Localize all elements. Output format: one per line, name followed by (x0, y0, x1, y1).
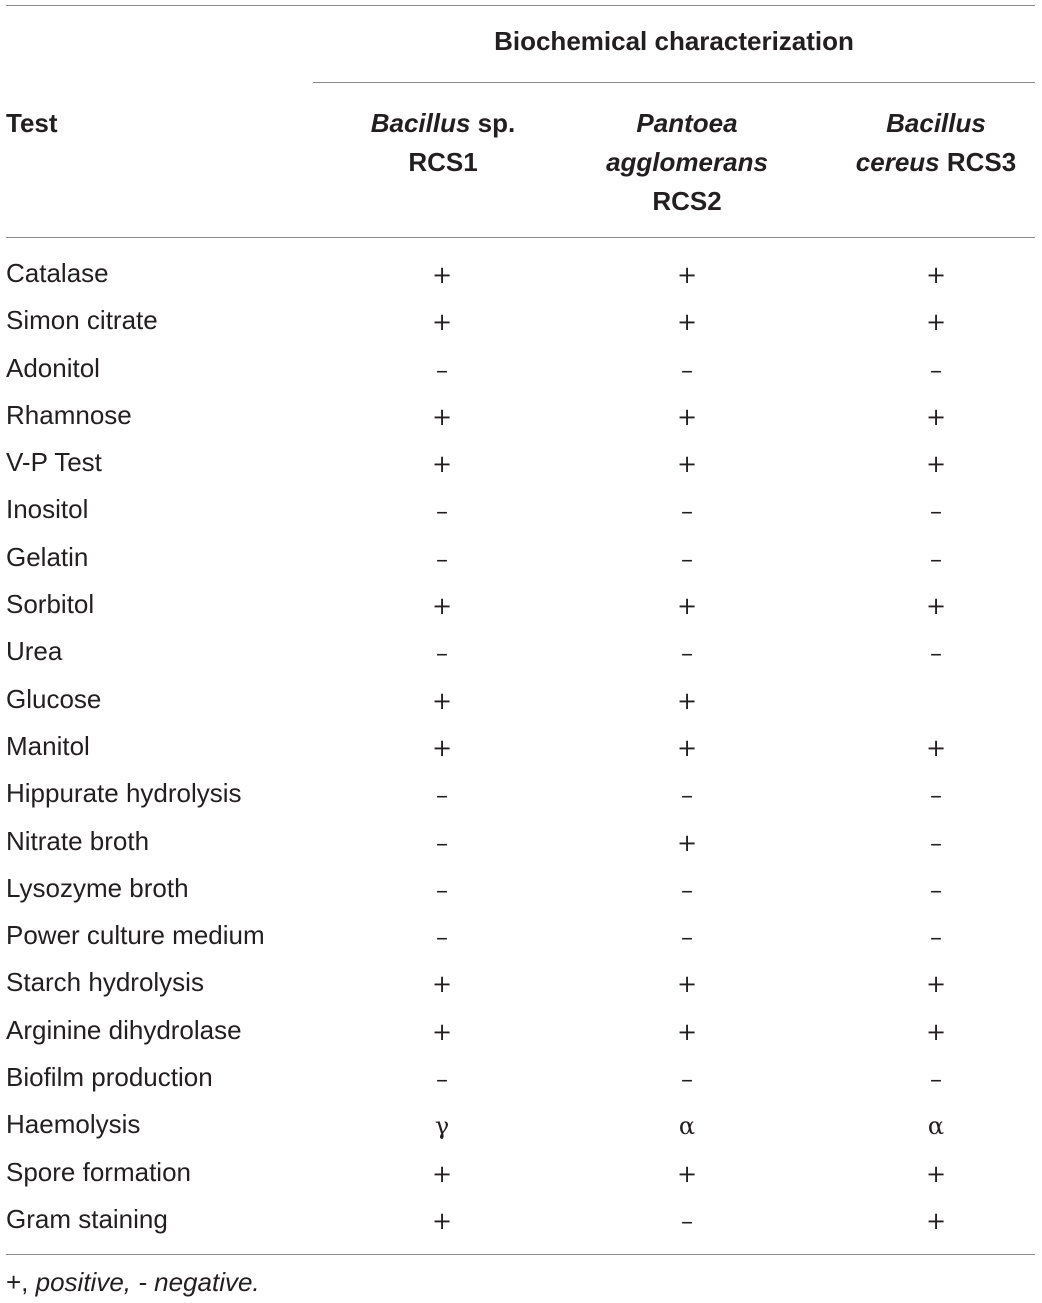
result-cell-rcs3: + (925, 1206, 947, 1235)
column-header-species: sp. (470, 108, 516, 138)
result-cell-rcs3: + (925, 402, 947, 431)
result-cell-rcs1: – (436, 544, 448, 573)
result-cell-rcs2: + (676, 261, 698, 289)
test-name-cell: Gelatin (6, 541, 89, 572)
test-name-cell: Gram staining (6, 1203, 168, 1234)
column-header-strain: RCS1 (408, 147, 478, 177)
test-name-cell: Lysozyme broth (6, 872, 189, 903)
table-row (0, 725, 1042, 772)
table-row (0, 961, 1042, 1008)
result-cell-rcs2: + (676, 733, 698, 762)
result-cell-rcs2: + (676, 686, 698, 715)
result-cell-rcs1: – (436, 875, 448, 904)
result-cell-rcs3: + (925, 1017, 947, 1046)
result-cell-rcs2: + (676, 828, 698, 857)
table-row (0, 820, 1042, 867)
test-name-cell: Arginine dihydrolase (6, 1014, 242, 1045)
test-name-cell: Nitrate broth (6, 825, 150, 856)
test-name-cell: Rhamnose (6, 399, 132, 430)
test-name-cell: Simon citrate (6, 305, 158, 336)
result-cell-rcs1: + (431, 733, 453, 762)
column-header-strain: RCS2 (652, 186, 722, 216)
table-row (0, 914, 1042, 961)
result-cell-rcs3: – (930, 639, 942, 668)
column-header-genus: Pantoea (636, 108, 738, 138)
result-cell-rcs1: γ (434, 1112, 450, 1141)
test-name-cell: Haemolysis (6, 1109, 141, 1140)
table-row (0, 583, 1042, 630)
result-cell-rcs1: – (436, 828, 448, 857)
result-cell-rcs1: + (431, 1206, 453, 1235)
result-cell-rcs2: – (681, 781, 693, 810)
table-row (0, 678, 1042, 725)
column-header-bacillus-rcs1 (338, 104, 548, 182)
column-header-pantoea-rcs2 (570, 104, 804, 221)
test-name-cell: Biofilm production (6, 1062, 213, 1093)
result-cell-rcs1: + (431, 1017, 453, 1046)
result-cell-rcs2: – (681, 875, 693, 904)
result-cell-rcs3: – (930, 544, 942, 573)
column-header-strain: RCS3 (939, 147, 1017, 177)
table-row (0, 1103, 1042, 1150)
result-cell-rcs3: + (925, 261, 947, 289)
result-cell-rcs2: – (681, 923, 693, 952)
table-row (0, 1151, 1042, 1198)
result-cell-rcs3: – (930, 355, 942, 384)
result-cell-rcs2: – (681, 639, 693, 668)
result-cell-rcs2: + (676, 1159, 698, 1188)
result-cell-rcs2: – (681, 1206, 693, 1235)
test-name-cell: Manitol (6, 730, 90, 761)
test-name-cell: Glucose (6, 683, 102, 714)
test-name-cell: Urea (6, 636, 63, 667)
result-cell-rcs3: – (930, 497, 942, 526)
test-name-cell: Spore formation (6, 1156, 191, 1187)
result-cell-rcs3: – (930, 923, 942, 952)
table-row (0, 1009, 1042, 1056)
result-cell-rcs2: + (676, 1017, 698, 1046)
result-cell-rcs1: + (431, 592, 453, 621)
table-bottom-rule (6, 1254, 1035, 1255)
result-cell-rcs3: + (925, 733, 947, 762)
result-cell-rcs3: – (930, 1065, 942, 1094)
result-cell-rcs1: + (431, 970, 453, 999)
result-cell-rcs2: + (676, 592, 698, 621)
table-row (0, 299, 1042, 346)
result-cell-rcs1: – (436, 1065, 448, 1094)
result-cell-rcs3: – (930, 828, 942, 857)
header-bottom-rule (6, 237, 1035, 238)
result-cell-rcs3: α (927, 1112, 945, 1141)
result-cell-rcs1: + (431, 308, 453, 337)
test-name-cell: Starch hydrolysis (6, 967, 204, 998)
test-name-cell: Hippurate hydrolysis (6, 778, 242, 809)
table-top-rule (6, 5, 1035, 6)
column-header-species: cereus (855, 147, 940, 177)
result-cell-rcs2: – (681, 355, 693, 384)
result-cell-rcs1: – (436, 639, 448, 668)
table-row (0, 1198, 1042, 1245)
table-row (0, 252, 1042, 299)
result-cell-rcs1: + (431, 402, 453, 431)
test-name-cell: Sorbitol (6, 589, 95, 620)
result-cell-rcs3: + (925, 970, 947, 999)
column-header-genus: Bacillus (370, 108, 471, 138)
result-cell-rcs3: + (925, 592, 947, 621)
table-row (0, 488, 1042, 535)
group-header: Biochemical characterization (494, 26, 854, 56)
result-cell-rcs1: – (436, 923, 448, 952)
result-cell-rcs2: – (681, 544, 693, 573)
test-name-cell: Adonitol (6, 352, 100, 383)
result-cell-rcs3: – (930, 781, 942, 810)
table-row (0, 441, 1042, 488)
result-cell-rcs2: – (681, 497, 693, 526)
table-row (0, 630, 1042, 677)
result-cell-rcs2: + (676, 970, 698, 999)
table-row (0, 394, 1042, 441)
result-cell-rcs3: + (925, 308, 947, 337)
footnote-legend: positive, - negative. (35, 1267, 260, 1297)
result-cell-rcs3: + (925, 450, 947, 479)
table-row (0, 347, 1042, 394)
result-cell-rcs1: – (436, 355, 448, 384)
result-cell-rcs2: – (681, 1065, 693, 1094)
footnote-prefix: +, (6, 1267, 36, 1297)
table-row (0, 1056, 1042, 1103)
table-row (0, 867, 1042, 914)
result-cell-rcs2: + (676, 402, 698, 431)
result-cell-rcs2: + (676, 308, 698, 337)
result-cell-rcs2: α (678, 1112, 696, 1141)
column-header-species: agglomerans (606, 147, 768, 177)
result-cell-rcs1: – (436, 781, 448, 810)
group-header-rule (313, 82, 1035, 83)
result-cell-rcs2: + (676, 450, 698, 479)
column-header-bacillus-cereus-rcs3 (833, 104, 1039, 182)
test-name-cell: V-P Test (6, 447, 102, 478)
result-cell-rcs1: – (436, 497, 448, 526)
result-cell-rcs3: – (930, 875, 942, 904)
test-name-cell: Inositol (6, 494, 89, 525)
result-cell-rcs1: + (431, 261, 453, 289)
table-body (0, 252, 1042, 1245)
table-row (0, 536, 1042, 583)
test-name-cell: Power culture medium (6, 920, 265, 951)
test-column-header: Test (6, 108, 58, 138)
result-cell-rcs1: + (431, 1159, 453, 1188)
result-cell-rcs1: + (431, 450, 453, 479)
result-cell-rcs3: + (925, 1159, 947, 1188)
column-header-genus: Bacillus (886, 108, 986, 138)
result-cell-rcs1: + (431, 686, 453, 715)
table-row (0, 772, 1042, 819)
test-name-cell: Catalase (6, 258, 109, 288)
table-footnote (6, 1264, 260, 1300)
